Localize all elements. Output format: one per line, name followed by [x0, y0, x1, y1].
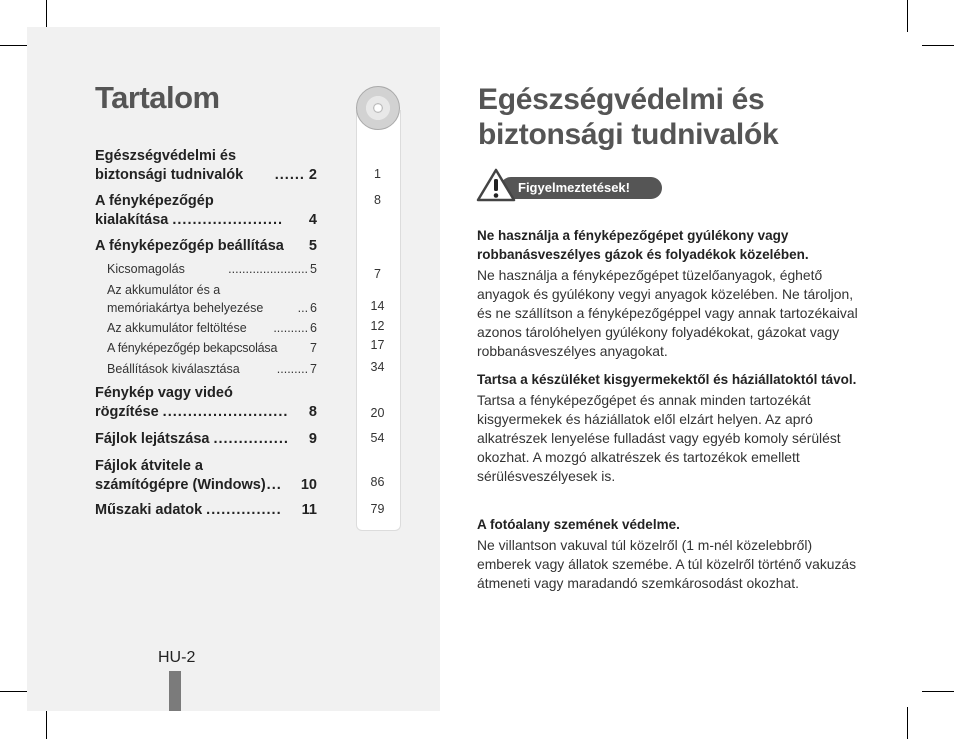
crop-mark [922, 691, 954, 692]
toc-entry-label: biztonsági tudnivalók [95, 167, 244, 183]
toc-entry-label: Fájlok lejátszása [95, 431, 210, 447]
warning-badge-label: Figyelmeztetések! [518, 180, 630, 195]
page-title-line: biztonsági tudnivalók [478, 118, 779, 151]
leader-dots: ............... [206, 502, 282, 518]
toc-page-number: 9 [308, 431, 317, 447]
section-body: Ne használja a fényképezőgépet tüzelőanyagok, éghető anyagok és gyúlékony vegyi anyagok közelében. Ne tároljon, és ne szállítson a fényképezőgéppel vagy annak tartozékaival azonos tárolóhelyen gyúlékony folyadékokat, gázokat vagy robbanásveszélyes anyagokat. [477, 267, 858, 359]
leader-dots: ...................... [172, 212, 284, 228]
toc-page-number: 7 [310, 362, 317, 376]
strip-number: 79 [370, 502, 385, 516]
strip-number: 12 [370, 319, 385, 333]
toc-entry[interactable] [95, 192, 317, 230]
leader-dots: ......................... [162, 404, 289, 420]
toc-page-number: 8 [308, 404, 317, 420]
toc-entry-label: kialakítása [95, 212, 169, 228]
toc-page-number: 2 [308, 167, 317, 183]
toc-title: Tartalom [95, 80, 220, 115]
crop-mark [907, 707, 908, 739]
crop-mark [907, 0, 908, 32]
strip-number: 1 [374, 167, 381, 181]
toc-entry-label: rögzítése [95, 404, 159, 420]
safety-section [477, 226, 859, 361]
leader-dots: ............... [213, 431, 289, 447]
toc-page-number: 5 [310, 262, 317, 276]
warning-triangle-icon [476, 168, 516, 202]
toc-subentry[interactable] [107, 319, 317, 337]
toc-page-number: 6 [310, 301, 317, 315]
page-number-label: HU-2 [158, 649, 196, 666]
strip-number: 17 [370, 338, 385, 352]
leader-dots: ....................... [228, 262, 309, 276]
toc-entry-label: Műszaki adatok [95, 502, 203, 518]
toc-subentry-label: A fényképezőgép bekapcsolása [107, 341, 278, 355]
toc-entry[interactable] [95, 457, 317, 495]
toc-page-number: 10 [300, 477, 317, 493]
toc-subentry-label: Az akkumulátor és a [107, 283, 221, 297]
section-heading: A fotóalany szemének védelme. [477, 517, 680, 532]
leader-dots: ......... [276, 362, 309, 376]
cd-disc-icon [356, 86, 400, 130]
toc-page-number: 11 [301, 502, 317, 518]
strip-number: 34 [370, 360, 385, 374]
toc-entry-label: számítógépre (Windows) [95, 477, 266, 493]
toc-page-number: 5 [308, 238, 317, 254]
toc-subentry[interactable] [107, 260, 317, 278]
toc-subentry[interactable] [107, 281, 317, 317]
toc-entry[interactable] [95, 147, 317, 185]
toc-page-number: 6 [310, 321, 317, 335]
strip-number: 54 [370, 431, 385, 445]
page-marker-bar [169, 671, 181, 711]
leader-dots: ... [297, 301, 309, 315]
section-heading: Ne használja a fényképezőgépet gyúlékony vagy robbanásveszélyes gázok és folyadékok közelében. [477, 228, 809, 262]
toc-page-number: 4 [308, 212, 317, 228]
section-heading: Tartsa a készüléket kisgyermekektől és háziállatoktól távol. [477, 372, 857, 387]
crop-mark [922, 45, 954, 46]
strip-number: 8 [374, 193, 381, 207]
toc-entry-label: Fénykép vagy videó [95, 385, 233, 401]
crop-mark [46, 707, 47, 739]
toc-page-number: 7 [310, 341, 317, 355]
strip-number: 14 [370, 299, 385, 313]
toc-entry-label: Egészségvédelmi és [95, 148, 237, 164]
toc-entry[interactable] [95, 384, 317, 422]
safety-section [477, 370, 859, 486]
strip-number: 7 [374, 267, 381, 281]
toc-entry-label: A fényképezőgép [95, 193, 214, 209]
leader-dots: ... [266, 477, 282, 493]
toc-entry[interactable] [95, 501, 317, 520]
toc-entry[interactable] [95, 237, 317, 256]
toc-entry-label: Fájlok átvitele a [95, 458, 203, 474]
section-body: Ne villantson vakuval túl közelről (1 m-nél közelebbről) emberek vagy állatok szemébe. A túl közelről történő vakuzás átmeneti vagy maradandó szemkárosodást okozhat. [477, 537, 857, 591]
toc-subentry[interactable] [107, 339, 317, 357]
toc-entry[interactable] [95, 430, 317, 449]
toc-entry-label: A fényképezőgép beállítása [95, 238, 284, 254]
page-title-line: Egészségvédelmi és [478, 83, 765, 116]
toc-subentry-label: memóriakártya behelyezése [107, 301, 264, 315]
strip-number: 86 [370, 475, 385, 489]
strip-number: 20 [370, 406, 385, 420]
safety-section [477, 515, 859, 593]
page-title [478, 82, 778, 152]
leader-dots: .......... [273, 321, 309, 335]
toc-subentry-label: Az akkumulátor feltöltése [107, 321, 247, 335]
toc-subentry-label: Beállítások kiválasztása [107, 362, 240, 376]
leader-dots: ...... [274, 167, 305, 183]
toc-subentry-label: Kicsomagolás [107, 262, 185, 276]
section-body: Tartsa a fényképezőgépet és annak minden tartozékát kisgyermekek és háziállatok elől elzárt helyen. Az apró alkatrészek lenyelése fulladást vagy egyéb komoly sérülést okozhat. A mozgó alkatrészek és tartozékok emellett sérülésveszélyesek is. [477, 392, 841, 484]
toc-subentry[interactable] [107, 360, 317, 378]
